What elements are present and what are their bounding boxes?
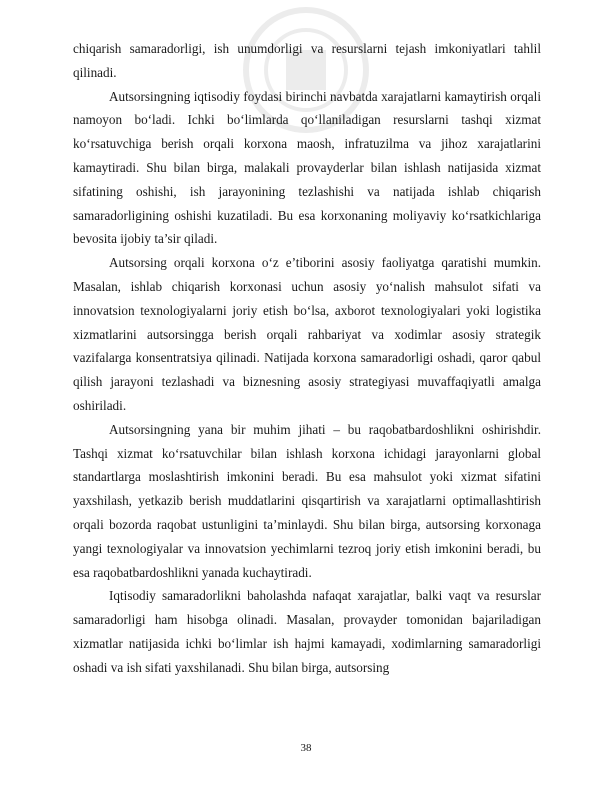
paragraph-1: chiqarish samaradorligi, ish unumdorligi va resurslarni tejash imkoniyatlari tahlil qilinadi.: [73, 41, 541, 80]
document-body: [73, 37, 541, 680]
paragraph-5: Iqtisodiy samaradorlikni baholashda nafaqat xarajatlar, balki vaqt va resurslar samaradorligi ham hisobga olinadi. Masalan, provayder tomonidan bajariladigan xizmatlar natijasida ichki bo‘limlar ish hajmi kamayadi, xodimlarning samaradorligi oshadi va ish sifati yaxshilanadi. Shu bilan birga, autsorsing: [73, 588, 541, 675]
paragraph-3: Autsorsing orqali korxona o‘z e’tiborini asosiy faoliyatga qaratishi mumkin. Masalan, ishlab chiqarish korxonasi uchun asosiy yo‘nalish mahsulot sifati va innovatsion texnologiyalarni joriy etish bo‘lsa, axborot texnologiyalari yoki logistika xizmatlarini autsorsingga berish orqali rahbariyat va xodimlar asosiy strategik vazifalarga konsentratsiya qilinadi. Natijada korxona samaradorligi oshadi, qaror qabul qilish jarayoni tezlashadi va biznesning asosiy strategiyasi muvaffaqiyatli amalga oshiriladi.: [73, 255, 541, 413]
paragraph-2: Autsorsingning iqtisodiy foydasi birinchi navbatda xarajatlarni kamaytirish orqali namoyon bo‘ladi. Ichki bo‘limlarda qo‘llaniladigan resurslarni tashqi xizmat ko‘rsatuvchiga berish orqali korxona maosh, infratuzilma va jihoz xarajatlarini kamaytiradi. Shu bilan birga, malakali provayderlar bilan ishlash natijasida xizmat sifatining oshishi, ish jarayonining tezlashishi va natijada ishlab chiqarish samaradorligining oshishi kuzatiladi. Bu esa korxonaning moliyaviy ko‘rsatkichlariga bevosita ijobiy ta’sir qiladi.: [73, 88, 541, 247]
page-number: 38: [300, 742, 312, 754]
paragraph-4: Autsorsingning yana bir muhim jihati – bu raqobatbardoshlikni oshirishdir. Tashqi xizmat ko‘rsatuvchilar bilan ishlash korxona ichidagi jarayonlarni global standartlarga moslashtirish imkonini beradi. Bu esa mahsulot yoki xizmat sifatini yaxshilash, yetkazib berish muddatlarini qisqartirish va xarajatlarni optimallashtirish orqali bozorda raqobat ustunligini ta’minlaydi. Shu bilan birga, autsorsing korxonaga yangi texnologiyalar va innovatsion yechimlarni tezroq joriy etish imkonini beradi, bu esa raqobatbardoshlikni yanada kuchaytiradi.: [73, 421, 541, 580]
